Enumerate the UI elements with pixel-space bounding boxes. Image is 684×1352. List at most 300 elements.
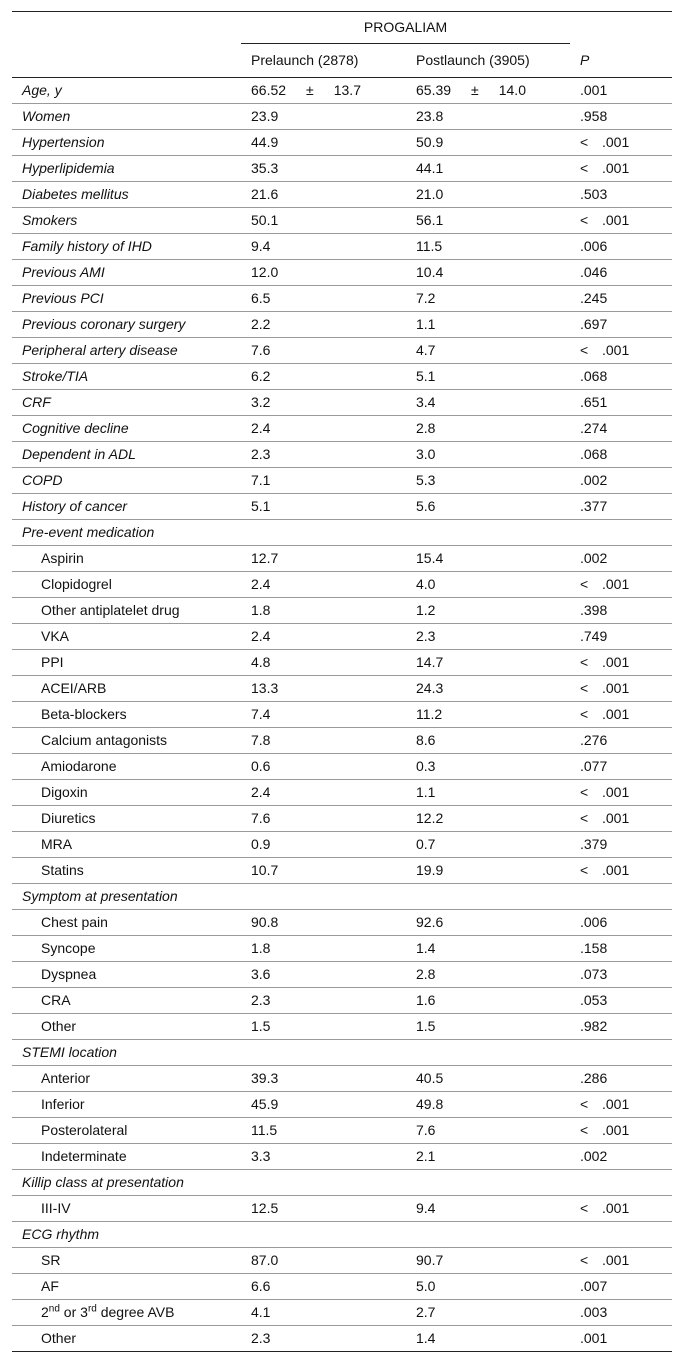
p-value-cell <box>570 130 672 156</box>
section-title: Symptom at presentation <box>12 884 672 910</box>
p-value: .286 <box>580 1070 608 1086</box>
p-value-cell <box>570 988 672 1014</box>
p-value: .073 <box>580 966 608 982</box>
age-post-sd: 14.0 <box>498 82 526 98</box>
p-value: .077 <box>580 758 608 774</box>
table-row <box>12 858 672 884</box>
table-row <box>12 442 672 468</box>
p-value: .982 <box>580 1018 608 1034</box>
table-row <box>12 728 672 754</box>
p-value-cell <box>570 312 672 338</box>
p-value-cell <box>570 650 672 676</box>
less-than: < <box>580 1252 589 1268</box>
p-value-cell <box>570 338 672 364</box>
less-than: < <box>580 680 589 696</box>
prelaunch-value: 2.4 <box>241 780 406 806</box>
table-row <box>12 468 672 494</box>
p-value: .003 <box>580 1304 608 1320</box>
row-label: COPD <box>12 468 241 494</box>
p-value-cell <box>570 1248 672 1274</box>
table-row <box>12 546 672 572</box>
postlaunch-value: 11.2 <box>406 702 570 728</box>
p-value-cell <box>570 260 672 286</box>
header-row-columns <box>12 44 672 78</box>
less-than: < <box>580 862 589 878</box>
row-label: VKA <box>12 624 241 650</box>
prelaunch-value: 1.8 <box>241 598 406 624</box>
row-label: ACEI/ARB <box>12 676 241 702</box>
postlaunch-value: 9.4 <box>406 1196 570 1222</box>
table-row <box>12 338 672 364</box>
postlaunch-value: 24.3 <box>406 676 570 702</box>
prelaunch-value: 21.6 <box>241 182 406 208</box>
p-value-cell <box>570 546 672 572</box>
row-label: Stroke/TIA <box>12 364 241 390</box>
p-value-cell <box>570 364 672 390</box>
row-label: Inferior <box>12 1092 241 1118</box>
prelaunch-value: 7.1 <box>241 468 406 494</box>
row-label: MRA <box>12 832 241 858</box>
prelaunch-value: 7.4 <box>241 702 406 728</box>
postlaunch-value: 4.0 <box>406 572 570 598</box>
postlaunch-value: 5.1 <box>406 364 570 390</box>
postlaunch-value: 3.4 <box>406 390 570 416</box>
p-value: .006 <box>580 914 608 930</box>
prelaunch-value: 2.3 <box>241 1326 406 1352</box>
p-value: .001 <box>602 706 630 722</box>
postlaunch-value: 7.2 <box>406 286 570 312</box>
table-row <box>12 676 672 702</box>
table-row <box>12 988 672 1014</box>
table-row <box>12 1014 672 1040</box>
p-value-cell <box>570 1092 672 1118</box>
table-row <box>12 754 672 780</box>
p-value: .276 <box>580 732 608 748</box>
col-prelaunch-header: Prelaunch (2878) <box>251 52 359 68</box>
p-value: .001 <box>602 810 630 826</box>
row-label: History of cancer <box>12 494 241 520</box>
p-value-cell <box>570 676 672 702</box>
postlaunch-value: 8.6 <box>406 728 570 754</box>
postlaunch-value: 44.1 <box>406 156 570 182</box>
prelaunch-value: 12.7 <box>241 546 406 572</box>
table-row <box>12 962 672 988</box>
table-row <box>12 156 672 182</box>
postlaunch-value: 2.1 <box>406 1144 570 1170</box>
row-label: Dyspnea <box>12 962 241 988</box>
p-value-cell <box>570 624 672 650</box>
p-value: .002 <box>580 1148 608 1164</box>
age-postlaunch-cell <box>406 78 570 104</box>
table-row <box>12 1092 672 1118</box>
p-value-cell <box>570 910 672 936</box>
row-label: Posterolateral <box>12 1118 241 1144</box>
row-label: Diabetes mellitus <box>12 182 241 208</box>
label-part: nd <box>48 1303 60 1315</box>
p-value: .053 <box>580 992 608 1008</box>
prelaunch-value: 0.6 <box>241 754 406 780</box>
p-value-cell <box>570 858 672 884</box>
prelaunch-value: 23.9 <box>241 104 406 130</box>
age-prelaunch-cell <box>241 78 406 104</box>
prelaunch-value: 3.6 <box>241 962 406 988</box>
row-label: Statins <box>12 858 241 884</box>
p-value: .002 <box>580 472 608 488</box>
prelaunch-value: 4.1 <box>241 1300 406 1326</box>
postlaunch-value: 1.4 <box>406 1326 570 1352</box>
table-row <box>12 312 672 338</box>
row-label: Previous coronary surgery <box>12 312 241 338</box>
postlaunch-value: 0.3 <box>406 754 570 780</box>
postlaunch-value: 3.0 <box>406 442 570 468</box>
prelaunch-value: 1.5 <box>241 1014 406 1040</box>
less-than: < <box>580 1096 589 1112</box>
prelaunch-value: 2.4 <box>241 624 406 650</box>
p-value: .503 <box>580 186 608 202</box>
postlaunch-value: 19.9 <box>406 858 570 884</box>
p-value-cell <box>570 1066 672 1092</box>
postlaunch-value: 50.9 <box>406 130 570 156</box>
postlaunch-value: 40.5 <box>406 1066 570 1092</box>
row-label: Chest pain <box>12 910 241 936</box>
row-label: SR <box>12 1248 241 1274</box>
postlaunch-value: 11.5 <box>406 234 570 260</box>
prelaunch-value: 3.2 <box>241 390 406 416</box>
section-title: STEMI location <box>12 1040 672 1066</box>
table-row <box>12 1326 672 1352</box>
prelaunch-value: 6.5 <box>241 286 406 312</box>
label-part: degree AVB <box>96 1304 175 1320</box>
row-label: Other <box>12 1326 241 1352</box>
postlaunch-value: 92.6 <box>406 910 570 936</box>
p-value: .398 <box>580 602 608 618</box>
table-row <box>12 1118 672 1144</box>
p-value: .001 <box>602 212 630 228</box>
table-row <box>12 234 672 260</box>
p-value: .001 <box>602 1096 630 1112</box>
p-value-cell <box>570 1300 672 1326</box>
prelaunch-value: 7.6 <box>241 806 406 832</box>
prelaunch-value: 2.4 <box>241 572 406 598</box>
prelaunch-value: 1.8 <box>241 936 406 962</box>
row-label: Other antiplatelet drug <box>12 598 241 624</box>
p-value-cell <box>570 936 672 962</box>
p-value: .068 <box>580 446 608 462</box>
table-row <box>12 1144 672 1170</box>
postlaunch-value: 1.5 <box>406 1014 570 1040</box>
prelaunch-value: 12.5 <box>241 1196 406 1222</box>
prelaunch-value: 7.6 <box>241 338 406 364</box>
baseline-characteristics-table <box>12 11 672 1352</box>
postlaunch-value: 2.3 <box>406 624 570 650</box>
prelaunch-value: 13.3 <box>241 676 406 702</box>
label-part: rd <box>87 1303 97 1315</box>
p-value: .001 <box>602 680 630 696</box>
p-value-cell <box>570 494 672 520</box>
p-value: .001 <box>602 1122 630 1138</box>
prelaunch-value: 2.3 <box>241 988 406 1014</box>
p-value-cell <box>570 1118 672 1144</box>
col-postlaunch-header: Postlaunch (3905) <box>416 52 530 68</box>
table-row <box>12 572 672 598</box>
row-label: Digoxin <box>12 780 241 806</box>
p-value: .006 <box>580 238 608 254</box>
p-value-cell <box>570 234 672 260</box>
prelaunch-value: 35.3 <box>241 156 406 182</box>
table-row <box>12 936 672 962</box>
less-than: < <box>580 1122 589 1138</box>
p-value: .001 <box>602 862 630 878</box>
postlaunch-value: 49.8 <box>406 1092 570 1118</box>
prelaunch-value: 2.3 <box>241 442 406 468</box>
p-value: .377 <box>580 498 608 514</box>
prelaunch-value: 9.4 <box>241 234 406 260</box>
p-value-cell <box>570 832 672 858</box>
prelaunch-value: 11.5 <box>241 1118 406 1144</box>
row-label: III-IV <box>12 1196 241 1222</box>
p-value-cell <box>570 598 672 624</box>
postlaunch-value: 1.1 <box>406 780 570 806</box>
table-row <box>12 390 672 416</box>
p-value: .001 <box>602 160 630 176</box>
table-row <box>12 416 672 442</box>
less-than: < <box>580 576 589 592</box>
row-label: Indeterminate <box>12 1144 241 1170</box>
row-label: Dependent in ADL <box>12 442 241 468</box>
table-row <box>12 494 672 520</box>
p-value: .001 <box>602 784 630 800</box>
prelaunch-value: 50.1 <box>241 208 406 234</box>
postlaunch-value: 1.2 <box>406 598 570 624</box>
p-value-cell <box>570 468 672 494</box>
table-row <box>12 364 672 390</box>
row-label: Other <box>12 1014 241 1040</box>
prelaunch-value: 7.8 <box>241 728 406 754</box>
row-label: PPI <box>12 650 241 676</box>
p-value-cell <box>570 286 672 312</box>
prelaunch-value: 3.3 <box>241 1144 406 1170</box>
section-header-row <box>12 1222 672 1248</box>
row-label: Cognitive decline <box>12 416 241 442</box>
plus-minus: ± <box>306 82 314 98</box>
section-header-row <box>12 1170 672 1196</box>
p-value-cell <box>570 962 672 988</box>
prelaunch-value: 6.2 <box>241 364 406 390</box>
row-label: Previous PCI <box>12 286 241 312</box>
p-value-cell <box>570 104 672 130</box>
postlaunch-value: 1.4 <box>406 936 570 962</box>
p-value: .274 <box>580 420 608 436</box>
header-row-group <box>12 12 672 44</box>
table-row <box>12 104 672 130</box>
postlaunch-value: 21.0 <box>406 182 570 208</box>
postlaunch-value: 90.7 <box>406 1248 570 1274</box>
table-row-age <box>12 78 672 104</box>
label-part: or 3 <box>59 1304 88 1320</box>
p-value: .001 <box>602 1252 630 1268</box>
p-value-cell <box>570 1196 672 1222</box>
p-value: .958 <box>580 108 608 124</box>
less-than: < <box>580 342 589 358</box>
table-row <box>12 910 672 936</box>
p-value-cell <box>570 754 672 780</box>
postlaunch-value: 5.0 <box>406 1274 570 1300</box>
p-value: .046 <box>580 264 608 280</box>
age-pre-sd: 13.7 <box>333 82 361 98</box>
postlaunch-value: 56.1 <box>406 208 570 234</box>
postlaunch-value: 2.8 <box>406 416 570 442</box>
col-p-header: P <box>580 51 590 68</box>
table-row <box>12 130 672 156</box>
p-value-cell <box>570 780 672 806</box>
less-than: < <box>580 810 589 826</box>
postlaunch-value: 23.8 <box>406 104 570 130</box>
row-label: Anterior <box>12 1066 241 1092</box>
p-value-cell <box>570 702 672 728</box>
row-label: Age, y <box>12 78 241 104</box>
table-row <box>12 780 672 806</box>
table-row <box>12 286 672 312</box>
p-value-cell <box>570 390 672 416</box>
p-value: .001 <box>602 576 630 592</box>
less-than: < <box>580 1200 589 1216</box>
p-value-cell <box>570 806 672 832</box>
p-value: .001 <box>580 1330 608 1346</box>
table-row <box>12 182 672 208</box>
age-post-mean: 65.39 <box>416 82 452 98</box>
prelaunch-value: 90.8 <box>241 910 406 936</box>
prelaunch-value: 10.7 <box>241 858 406 884</box>
prelaunch-value: 6.6 <box>241 1274 406 1300</box>
table-row <box>12 806 672 832</box>
less-than: < <box>580 134 589 150</box>
p-value-cell <box>570 1144 672 1170</box>
row-label: Aspirin <box>12 546 241 572</box>
postlaunch-value: 14.7 <box>406 650 570 676</box>
postlaunch-value: 5.3 <box>406 468 570 494</box>
p-value: .001 <box>602 342 630 358</box>
group-header: PROGALIAM <box>241 12 570 44</box>
p-value-cell <box>570 1274 672 1300</box>
table-row <box>12 1300 672 1326</box>
table-row <box>12 260 672 286</box>
p-value: .001 <box>602 654 630 670</box>
less-than: < <box>580 706 589 722</box>
prelaunch-value: 2.2 <box>241 312 406 338</box>
table-row <box>12 832 672 858</box>
row-label: Clopidogrel <box>12 572 241 598</box>
row-label: Syncope <box>12 936 241 962</box>
postlaunch-value: 2.7 <box>406 1300 570 1326</box>
p-value: .245 <box>580 290 608 306</box>
row-label: CRA <box>12 988 241 1014</box>
p-value: .749 <box>580 628 608 644</box>
row-label: Women <box>12 104 241 130</box>
prelaunch-value: 0.9 <box>241 832 406 858</box>
table-row <box>12 650 672 676</box>
row-label: Family history of IHD <box>12 234 241 260</box>
table-row <box>12 624 672 650</box>
less-than: < <box>580 654 589 670</box>
section-title: Killip class at presentation <box>12 1170 672 1196</box>
postlaunch-value: 5.6 <box>406 494 570 520</box>
section-title: ECG rhythm <box>12 1222 672 1248</box>
postlaunch-value: 15.4 <box>406 546 570 572</box>
postlaunch-value: 0.7 <box>406 832 570 858</box>
postlaunch-value: 4.7 <box>406 338 570 364</box>
prelaunch-value: 4.8 <box>241 650 406 676</box>
table-row <box>12 1274 672 1300</box>
row-label: Amiodarone <box>12 754 241 780</box>
prelaunch-value: 45.9 <box>241 1092 406 1118</box>
postlaunch-value: 1.6 <box>406 988 570 1014</box>
table-row <box>12 1066 672 1092</box>
p-value-cell <box>570 416 672 442</box>
prelaunch-value: 44.9 <box>241 130 406 156</box>
p-value: .001 <box>602 134 630 150</box>
prelaunch-value: 2.4 <box>241 416 406 442</box>
less-than: < <box>580 160 589 176</box>
section-header-row <box>12 520 672 546</box>
table-row <box>12 208 672 234</box>
table-row <box>12 1248 672 1274</box>
p-value-cell <box>570 208 672 234</box>
postlaunch-value: 12.2 <box>406 806 570 832</box>
p-value-cell <box>570 442 672 468</box>
row-label: CRF <box>12 390 241 416</box>
less-than: < <box>580 212 589 228</box>
plus-minus: ± <box>471 82 479 98</box>
p-value: .697 <box>580 316 608 332</box>
prelaunch-value: 5.1 <box>241 494 406 520</box>
row-label: Hyperlipidemia <box>12 156 241 182</box>
label-part: 2 <box>41 1304 49 1320</box>
p-value-cell <box>570 156 672 182</box>
postlaunch-value: 2.8 <box>406 962 570 988</box>
section-header-row <box>12 1040 672 1066</box>
section-header-row <box>12 884 672 910</box>
row-label: Beta-blockers <box>12 702 241 728</box>
p-value: .002 <box>580 550 608 566</box>
postlaunch-value: 1.1 <box>406 312 570 338</box>
row-label: Previous AMI <box>12 260 241 286</box>
row-label: Smokers <box>12 208 241 234</box>
p-value: .007 <box>580 1278 608 1294</box>
row-label: Diuretics <box>12 806 241 832</box>
p-value: .651 <box>580 394 608 410</box>
p-value-cell <box>570 182 672 208</box>
p-value-cell <box>570 1014 672 1040</box>
p-value: .001 <box>602 1200 630 1216</box>
p-value: .068 <box>580 368 608 384</box>
prelaunch-value: 87.0 <box>241 1248 406 1274</box>
age-p-cell: .001 <box>570 78 672 104</box>
postlaunch-value: 10.4 <box>406 260 570 286</box>
row-label: Calcium antagonists <box>12 728 241 754</box>
p-value-cell <box>570 572 672 598</box>
row-label: Peripheral artery disease <box>12 338 241 364</box>
prelaunch-value: 12.0 <box>241 260 406 286</box>
less-than: < <box>580 784 589 800</box>
p-value: .379 <box>580 836 608 852</box>
table-row <box>12 598 672 624</box>
p-value-cell <box>570 1326 672 1352</box>
p-value-cell <box>570 728 672 754</box>
p-value: .158 <box>580 940 608 956</box>
postlaunch-value: 7.6 <box>406 1118 570 1144</box>
row-label: Hypertension <box>12 130 241 156</box>
row-label: AF <box>12 1274 241 1300</box>
